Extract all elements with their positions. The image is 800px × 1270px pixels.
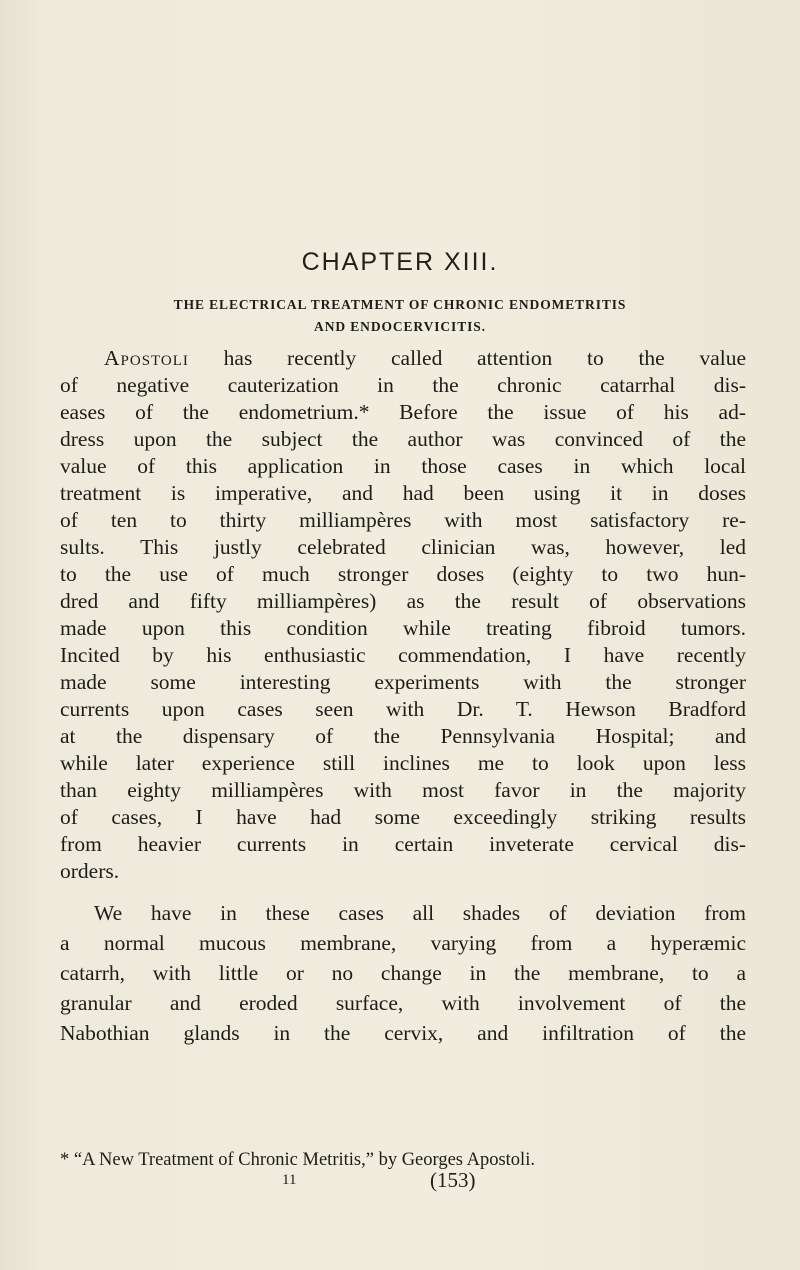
body-line: of negative cauterization in the chronic catarrhal dis- bbox=[60, 373, 746, 397]
page-number: (153) bbox=[430, 1168, 476, 1192]
body-line: made some interesting experiments with the stronger bbox=[60, 670, 746, 694]
signature-mark: 11 bbox=[282, 1172, 297, 1188]
body-line: catarrh, with little or no change in the membrane, to a bbox=[60, 961, 746, 985]
chapter-title bbox=[60, 294, 740, 338]
body-line: from heavier currents in certain inveterate cervical dis- bbox=[60, 832, 746, 856]
body-line: Nabothian glands in the cervix, and infiltration of the bbox=[60, 1021, 746, 1045]
body-line: dress upon the subject the author was convinced of the bbox=[60, 427, 746, 451]
chapter-title-line: THE ELECTRICAL TREATMENT OF CHRONIC ENDOMETRITIS bbox=[173, 297, 627, 312]
footnote: * “A New Treatment of Chronic Metritis,” by Georges Apostoli. bbox=[60, 1150, 535, 1170]
body-line: Incited by his enthusiastic commendation, I have recently bbox=[60, 643, 746, 667]
chapter-title-line: AND ENDOCERVICITIS. bbox=[314, 319, 486, 334]
body-line: sults. This justly celebrated clinician was, however, led bbox=[60, 535, 746, 559]
body-line: while later experience still inclines me to look upon less bbox=[60, 751, 746, 775]
chapter-heading: CHAPTER XIII. bbox=[301, 248, 499, 276]
body-line: orders. bbox=[60, 859, 120, 883]
body-line: of ten to thirty milliampères with most satisfactory re- bbox=[60, 508, 746, 532]
body-line: treatment is imperative, and had been using it in doses bbox=[60, 481, 746, 505]
body-line: a normal mucous membrane, varying from a hyperæmic bbox=[60, 931, 746, 955]
body-line: dred and fifty milliampères) as the result of observations bbox=[60, 589, 746, 613]
body-line: to the use of much stronger doses (eighty to two hun- bbox=[60, 562, 746, 586]
body-line: currents upon cases seen with Dr. T. Hewson Bradford bbox=[60, 697, 746, 721]
body-line: at the dispensary of the Pennsylvania Hospital; and bbox=[60, 724, 746, 748]
body-line: value of this application in those cases in which local bbox=[60, 454, 746, 478]
body-line: eases of the endometrium.* Before the issue of his ad- bbox=[60, 400, 746, 424]
body-line-text: has recently called attention to the value bbox=[188, 346, 746, 370]
body-line bbox=[104, 345, 746, 371]
body-line: We have in these cases all shades of deviation from bbox=[94, 901, 746, 925]
body-line: than eighty milliampères with most favor in the majority bbox=[60, 778, 746, 802]
lead-name: Apostoli bbox=[104, 346, 189, 370]
body-line: of cases, I have had some exceedingly striking results bbox=[60, 805, 746, 829]
body-line: made upon this condition while treating fibroid tumors. bbox=[60, 616, 746, 640]
body-line: granular and eroded surface, with involvement of the bbox=[60, 991, 746, 1015]
